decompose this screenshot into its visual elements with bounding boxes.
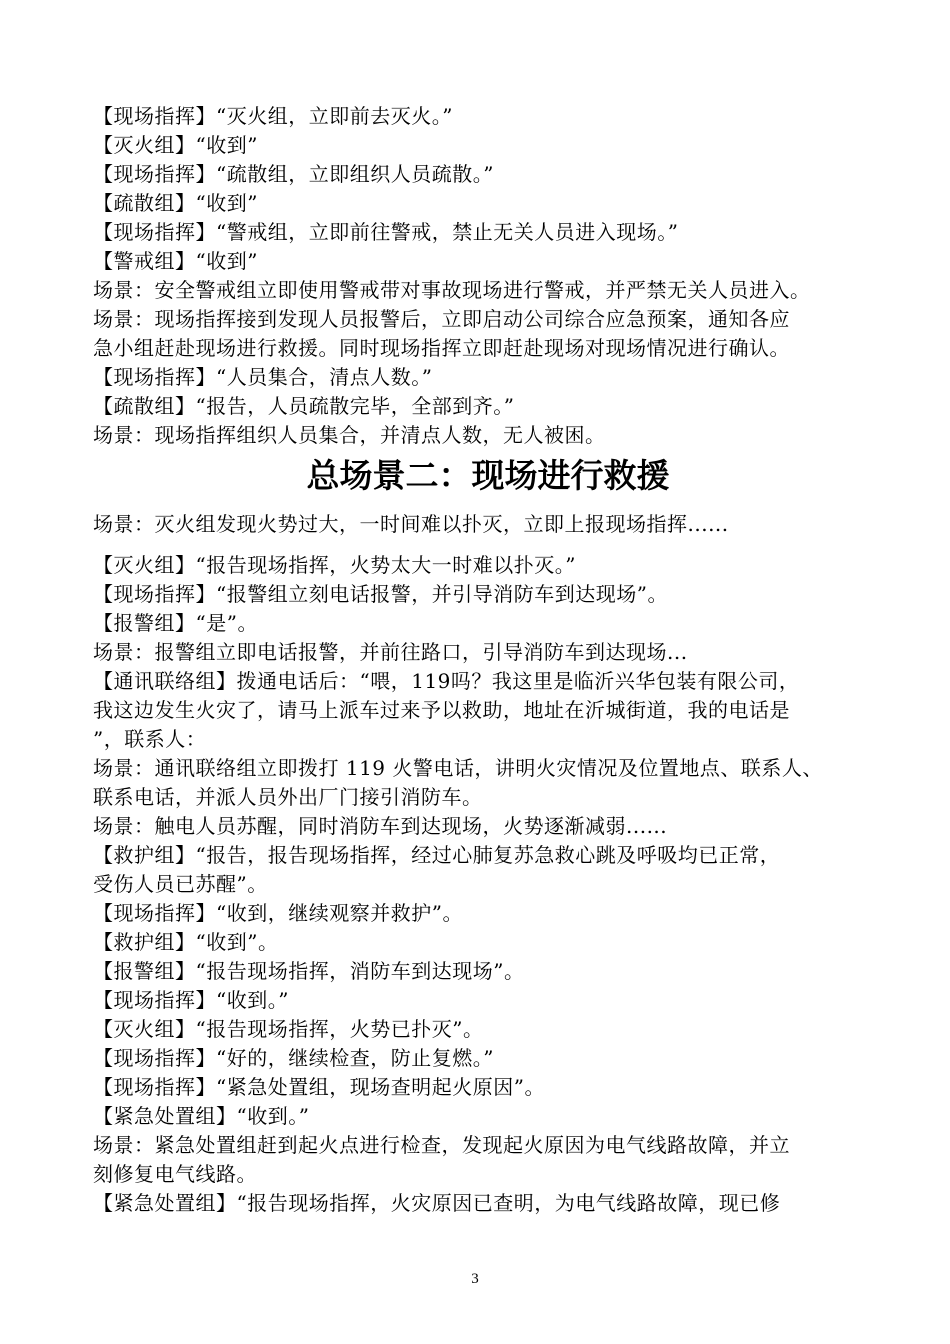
text-line: 【警戒组】“收到” xyxy=(93,249,258,273)
text-line: 场景：紧急处置组赶到起火点进行检查，发现起火原因为电气线路故障，并立 xyxy=(93,1133,790,1157)
text-line: 场景：报警组立即电话报警，并前往路口，引导消防车到达现场... xyxy=(93,640,688,664)
text-line: 场景：触电人员苏醒，同时消防车到达现场，火势逐渐减弱...... xyxy=(93,814,668,838)
text-line: 【现场指挥】“报警组立刻电话报警，并引导消防车到达现场”。 xyxy=(93,582,668,606)
text-line: 【灭火组】“报告现场指挥，火势太大一时难以扑灭。” xyxy=(93,553,576,577)
text-line: 【现场指挥】“收到。” xyxy=(93,988,289,1012)
text-line: 场景：安全警戒组立即使用警戒带对事故现场进行警戒，并严禁无关人员进入。 xyxy=(93,278,811,302)
text-line: 【现场指挥】“好的，继续检查，防止复燃。” xyxy=(93,1046,494,1070)
text-line: 场景：现场指挥接到发现人员报警后，立即启动公司综合应急预案，通知各应 xyxy=(93,307,790,331)
text-line: 【救护组】“报告，报告现场指挥，经过心肺复苏急救心跳及呼吸均已正常， xyxy=(93,843,781,867)
text-line: 【现场指挥】“紧急处置组，现场查明起火原因”。 xyxy=(93,1075,545,1099)
text-line: 【紧急处置组】“报告现场指挥，火灾原因已查明，为电气线路故障，现已修 xyxy=(93,1191,781,1215)
text-line: 【通讯联络组】拨通电话后：“喂，119吗？我这里是临沂兴华包装有限公司， xyxy=(93,669,800,693)
text-line: 【报警组】“是”。 xyxy=(93,611,258,635)
text-line: 【现场指挥】“警戒组，立即前往警戒，禁止无关人员进入现场。” xyxy=(93,220,679,244)
text-line: 联系电话，并派人员外出厂门接引消防车。 xyxy=(93,785,483,809)
text-line: 【灭火组】“报告现场指挥，火势已扑灭”。 xyxy=(93,1017,484,1041)
text-line: ”，联系人： xyxy=(93,727,207,751)
text-line: 【报警组】“报告现场指挥，消防车到达现场”。 xyxy=(93,959,525,983)
page-number: 3 xyxy=(471,1271,479,1287)
text-line: 【灭火组】“收到” xyxy=(93,133,258,157)
section-two xyxy=(93,551,883,1218)
section-one xyxy=(93,102,883,450)
text-line: 我这边发生火灾了，请马上派车过来予以救助，地址在沂城街道，我的电话是 xyxy=(93,698,790,722)
paragraph-gap xyxy=(93,539,883,551)
text-line: 【紧急处置组】“收到。” xyxy=(93,1104,310,1128)
text-line: 【疏散组】“收到” xyxy=(93,191,258,215)
text-line: 急小组赶赴现场进行救援。同时现场指挥立即赶赴现场对现场情况进行确认。 xyxy=(93,336,790,360)
text-line: 场景：现场指挥组织人员集合，并清点人数，无人被困。 xyxy=(93,423,606,447)
text-line: 【疏散组】“报告，人员疏散完毕，全部到齐。” xyxy=(93,394,515,418)
text-line: 刻修复电气线路。 xyxy=(93,1162,257,1186)
section-heading: 总场景二：现场进行救援 xyxy=(306,456,670,495)
text-line: 场景：通讯联络组立即拨打 119 火警电话，讲明火灾情况及位置地点、联系人、 xyxy=(93,756,823,780)
text-line: 【现场指挥】“灭火组，立即前去灭火。” xyxy=(93,104,453,128)
text-line: 受伤人员已苏醒”。 xyxy=(93,872,268,896)
text-line: 【现场指挥】“人员集合，清点人数。” xyxy=(93,365,433,389)
text-line: 【现场指挥】“疏散组，立即组织人员疏散。” xyxy=(93,162,494,186)
document-body xyxy=(93,102,883,1218)
intro-line: 场景：灭火组发现火势过大，一时间难以扑灭，立即上报现场指挥...... xyxy=(93,512,729,536)
text-line: 【救护组】“收到”。 xyxy=(93,930,279,954)
text-line: 【现场指挥】“收到，继续观察并救护”。 xyxy=(93,901,463,925)
